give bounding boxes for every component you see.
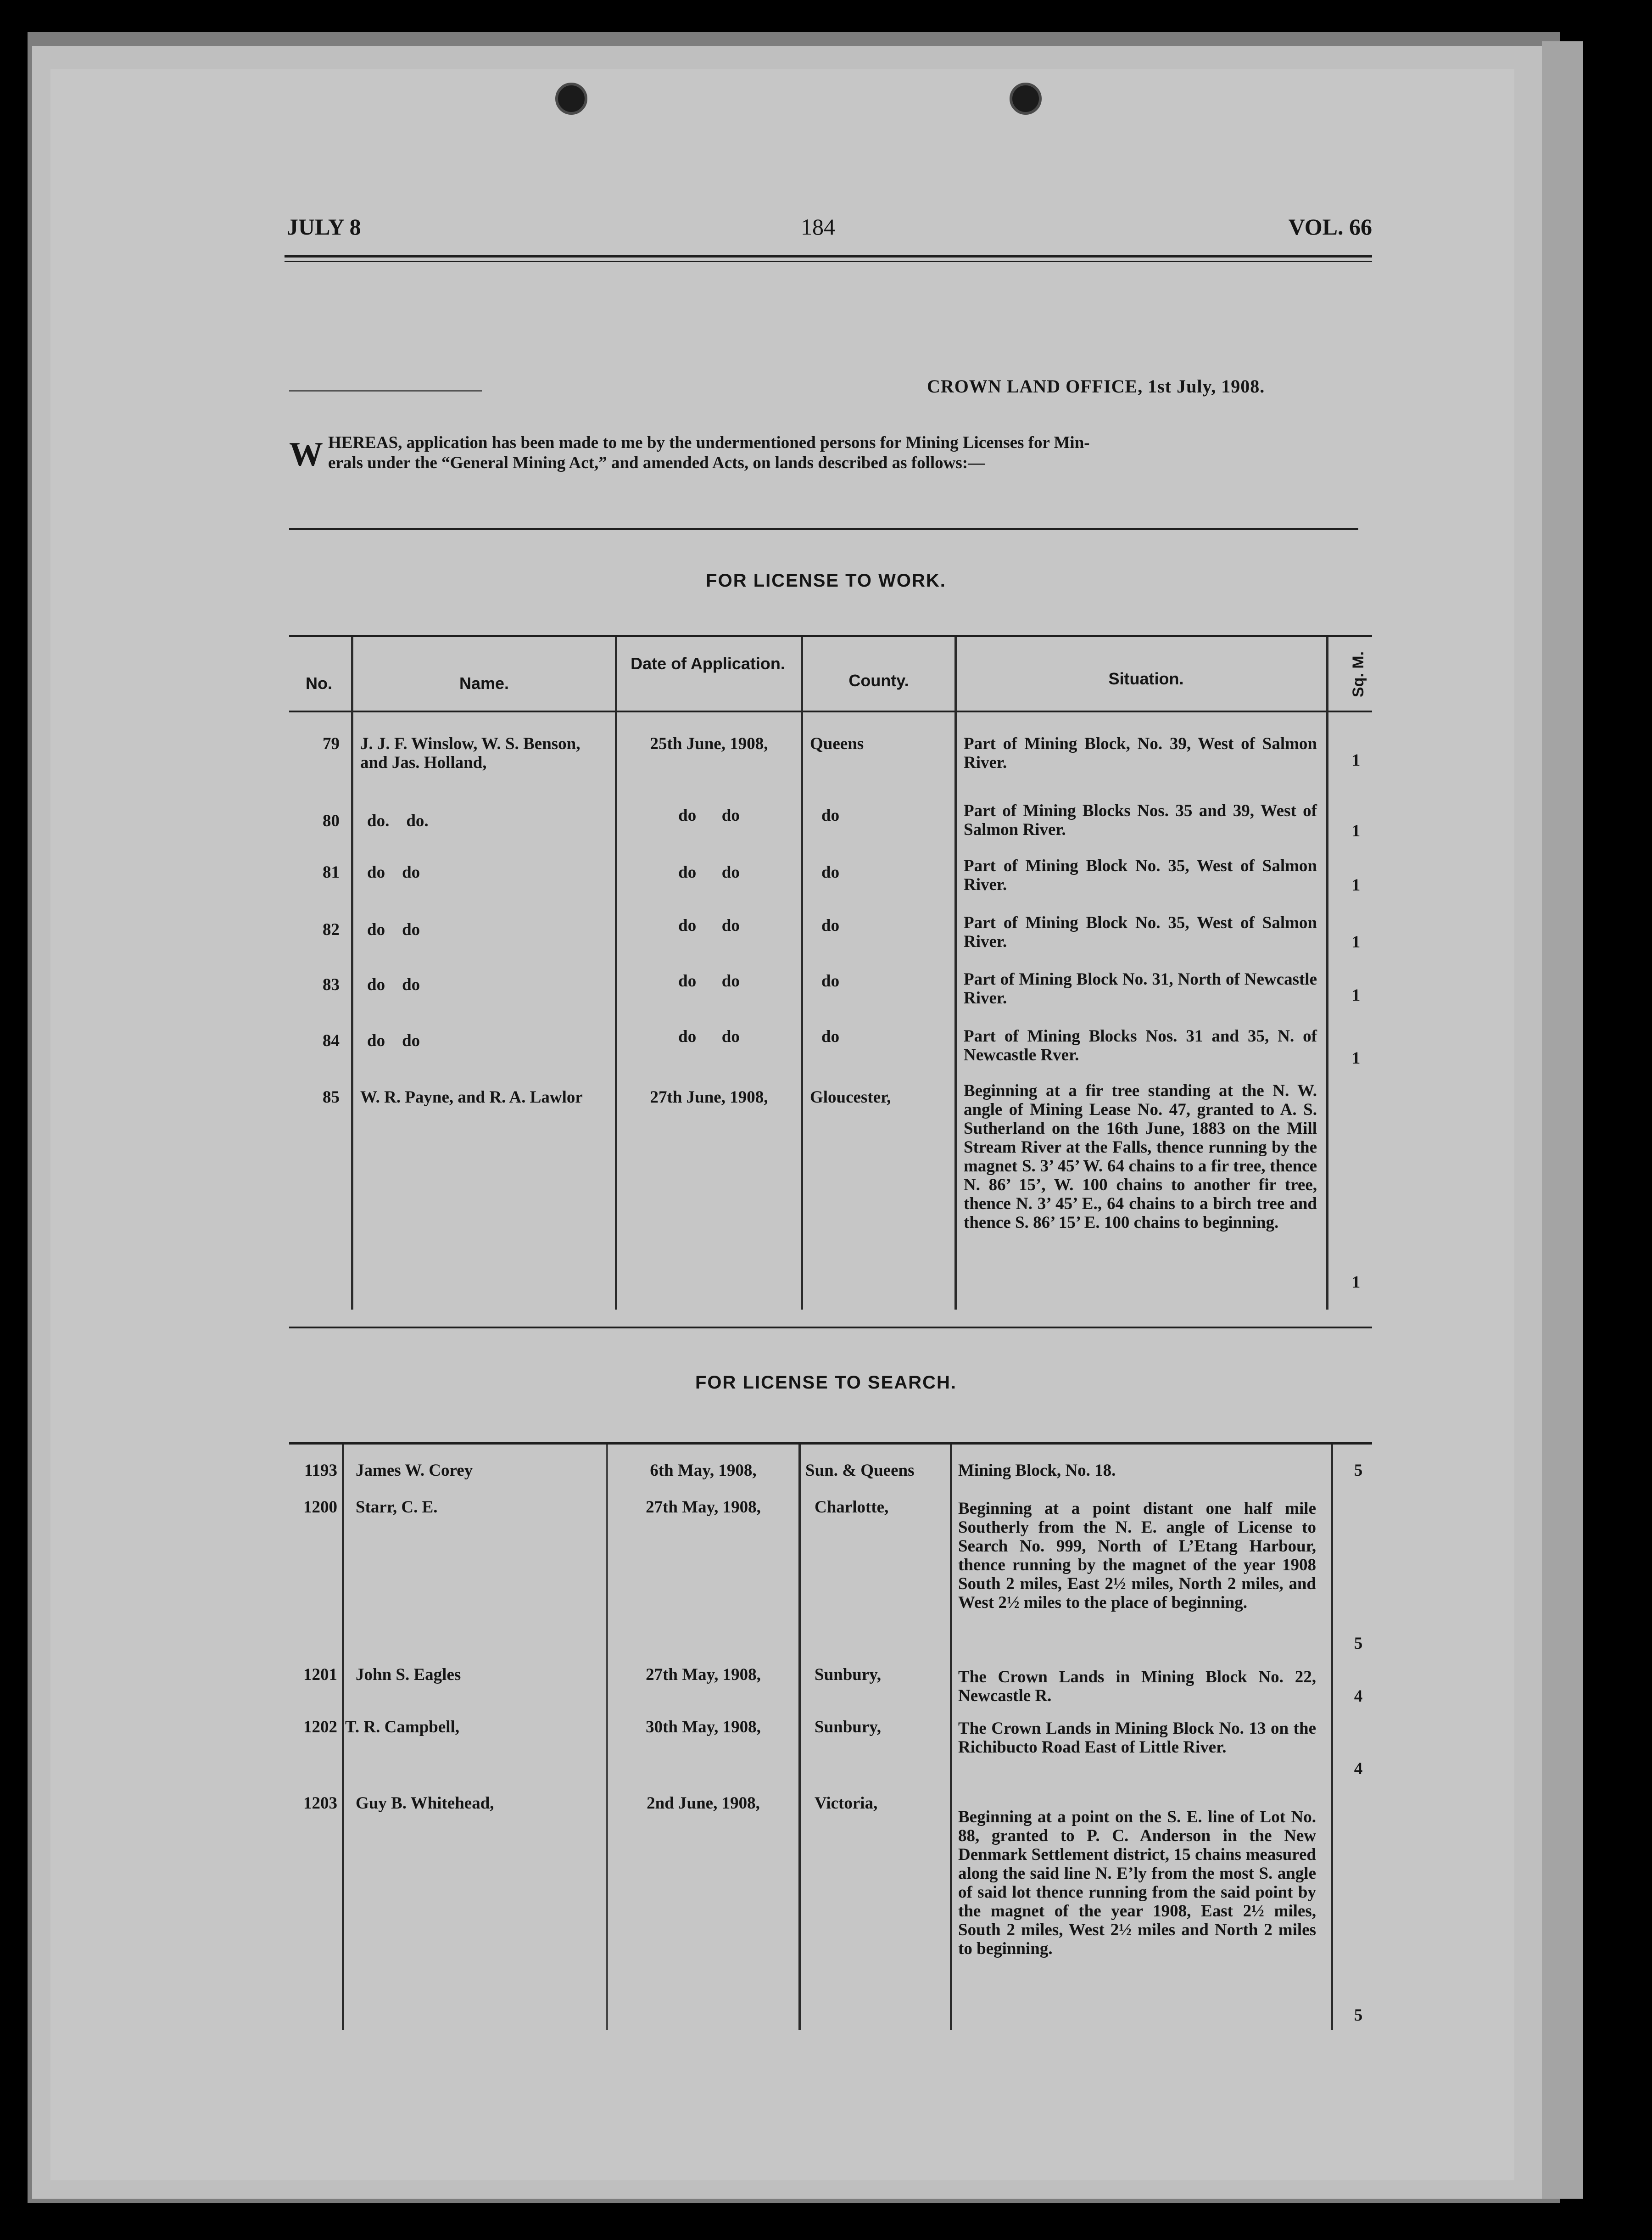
binding-hole-right xyxy=(1010,83,1042,115)
search-1202-name: T. R. Campbell, xyxy=(345,1718,460,1736)
search-1203-situation: Beginning at a point on the S. E. line of Lot No. 88, granted to P. C. Anderson in the New Denmark Settlement district, 15 chains measured along the said line N. E’ly from the most S. angle of said lot thence running from the said point by the magnet of the year 1908, East 2½ miles, South 2 miles, West 2½ miles and North 2 miles to beginning. xyxy=(958,1808,1316,1958)
search-1200-name: Starr, C. E. xyxy=(356,1498,438,1517)
col-header-sqm: Sq. M. xyxy=(1350,651,1367,698)
work-80-situation: Part of Mining Blocks Nos. 35 and 39, West of Salmon River. xyxy=(964,801,1317,839)
notice-intro-line2: erals under the “General Mining Act,” and amended Acts, on lands described as follows:— xyxy=(328,454,985,472)
work-col-rule-2 xyxy=(615,637,617,1310)
search-col-rule-4 xyxy=(950,1445,952,2030)
work-80-name: do. do. xyxy=(367,812,429,830)
search-1193-sqm: 5 xyxy=(1354,1461,1363,1480)
search-1203-name: Guy B. Whitehead, xyxy=(356,1794,494,1813)
work-85-sqm: 1 xyxy=(1351,1273,1361,1292)
work-83-date: do do xyxy=(678,972,740,991)
search-1200-sqm: 5 xyxy=(1354,1634,1363,1653)
work-79-sqm: 1 xyxy=(1351,751,1361,770)
work-col-rule-4 xyxy=(954,637,957,1310)
search-section-title: FOR LICENSE TO SEARCH. xyxy=(695,1372,957,1393)
work-84-no: 84 xyxy=(323,1031,340,1050)
work-85-name: W. R. Payne, and R. A. Lawlor xyxy=(360,1088,583,1107)
search-1203-county: Victoria, xyxy=(815,1794,878,1813)
drop-cap: W xyxy=(289,436,323,473)
work-79-date: 25th June, 1908, xyxy=(650,734,768,753)
work-82-no: 82 xyxy=(323,920,340,939)
work-81-situation: Part of Mining Block No. 35, West of Salmon River. xyxy=(964,857,1317,894)
header-volume: VOL. 66 xyxy=(1288,214,1372,240)
table-header-rule-bottom xyxy=(289,711,1372,712)
work-79-no: 79 xyxy=(323,734,340,753)
search-1193-situation: Mining Block, No. 18. xyxy=(958,1461,1116,1480)
search-1200-situation: Beginning at a point distant one half mile Southerly from the N. E. angle of License to Search No. 999, North of L’Etang Harbour, thence running by the magnet of the year 1908 South 2 miles, East 2½ miles, North 2 miles, and West 2½ miles to the place of beginning. xyxy=(958,1499,1316,1612)
work-84-name: do do xyxy=(367,1031,420,1050)
work-82-date: do do xyxy=(678,916,740,935)
work-83-situation: Part of Mining Block No. 31, North of Newcastle River. xyxy=(964,970,1317,1008)
search-1202-sqm: 4 xyxy=(1354,1759,1363,1778)
search-1200-date: 27th May, 1908, xyxy=(646,1498,761,1517)
work-81-sqm: 1 xyxy=(1351,876,1361,895)
work-section-title: FOR LICENSE TO WORK. xyxy=(706,571,946,591)
search-1203-sqm: 5 xyxy=(1354,2006,1363,2025)
work-80-county: do xyxy=(821,806,840,825)
work-80-date: do do xyxy=(678,806,740,825)
work-85-county: Gloucester, xyxy=(810,1088,891,1107)
work-80-sqm: 1 xyxy=(1351,822,1361,840)
col-header-date: Date of Application. xyxy=(631,654,785,673)
search-1202-date: 30th May, 1908, xyxy=(646,1718,761,1736)
search-1193-date: 6th May, 1908, xyxy=(650,1461,757,1480)
work-84-county: do xyxy=(821,1027,840,1046)
work-84-sqm: 1 xyxy=(1351,1049,1361,1068)
work-82-sqm: 1 xyxy=(1351,933,1361,952)
work-79-situation: Part of Mining Block, No. 39, West of Salmon River. xyxy=(964,734,1317,772)
search-1193-no: 1193 xyxy=(304,1461,337,1480)
work-81-county: do xyxy=(821,863,840,882)
search-1201-name: John S. Eagles xyxy=(356,1665,461,1684)
work-col-rule-5 xyxy=(1326,637,1328,1310)
search-1203-date: 2nd June, 1908, xyxy=(647,1794,760,1813)
work-col-rule-1 xyxy=(351,637,353,1310)
work-table-bottom-rule xyxy=(289,1327,1372,1328)
work-83-no: 83 xyxy=(323,975,340,994)
search-col-rule-2 xyxy=(606,1445,608,2030)
search-col-rule-5 xyxy=(1331,1445,1333,2030)
work-82-situation: Part of Mining Block No. 35, West of Salmon River. xyxy=(964,913,1317,951)
search-1202-county: Sunbury, xyxy=(815,1718,882,1736)
office-line: CROWN LAND OFFICE, 1st July, 1908. xyxy=(927,376,1265,397)
search-1201-no: 1201 xyxy=(303,1665,337,1684)
search-1202-no: 1202 xyxy=(303,1718,337,1736)
work-85-date: 27th June, 1908, xyxy=(650,1088,768,1107)
work-83-name: do do xyxy=(367,975,420,994)
binding-hole-left xyxy=(555,83,587,115)
search-1200-no: 1200 xyxy=(303,1498,337,1517)
search-col-rule-1 xyxy=(342,1445,344,2030)
work-83-county: do xyxy=(821,972,840,991)
work-85-situation: Beginning at a fir tree standing at the N. W. angle of Mining Lease No. 47, granted to A. S. Sutherland on the 16th June, 1883 on the Mill Stream River at the Falls, thence running by the magnet S. 3’ 45’ W. 64 chains to a fir tree, thence N. 86’ 15’, W. 100 chains to another fir tree, thence N. 3’ 45’ E., 64 chains to a birch tree and thence S. 86’ 15’ E. 100 chains to beginning. xyxy=(964,1081,1317,1232)
work-85-no: 85 xyxy=(323,1088,340,1107)
table-header-rule-top xyxy=(289,635,1372,637)
search-1203-no: 1203 xyxy=(303,1794,337,1813)
col-header-no: No. xyxy=(306,674,332,693)
work-82-county: do xyxy=(821,916,840,935)
search-1201-sqm: 4 xyxy=(1354,1687,1363,1706)
header-page-number: 184 xyxy=(801,214,835,240)
col-header-county: County. xyxy=(848,671,909,690)
col-header-situation: Situation. xyxy=(1108,669,1184,688)
work-81-name: do do xyxy=(367,863,420,882)
search-col-rule-3 xyxy=(798,1445,801,2030)
search-1201-date: 27th May, 1908, xyxy=(646,1665,761,1684)
work-79-county: Queens xyxy=(810,734,864,753)
work-84-situation: Part of Mining Blocks Nos. 31 and 35, N. of Newcastle Rver. xyxy=(964,1027,1317,1064)
search-1202-situation: The Crown Lands in Mining Block No. 13 on the Richibucto Road East of Little River. xyxy=(958,1719,1316,1757)
header-rule-top xyxy=(285,255,1372,258)
header-date: JULY 8 xyxy=(287,214,361,240)
work-col-rule-3 xyxy=(801,637,803,1310)
work-80-no: 80 xyxy=(323,812,340,830)
search-1200-county: Charlotte, xyxy=(815,1498,889,1517)
search-1193-name: James W. Corey xyxy=(356,1461,473,1480)
work-83-sqm: 1 xyxy=(1351,986,1361,1005)
notice-rule xyxy=(289,528,1358,530)
work-79-name: J. J. F. Winslow, W. S. Benson, and Jas. Holland, xyxy=(360,734,580,772)
search-1193-county: Sun. & Queens xyxy=(805,1461,915,1480)
work-82-name: do do xyxy=(367,920,420,939)
search-table-top-rule xyxy=(289,1442,1372,1445)
work-81-date: do do xyxy=(678,863,740,882)
work-84-date: do do xyxy=(678,1027,740,1046)
notice-dash-rule xyxy=(289,390,482,392)
work-81-no: 81 xyxy=(323,863,340,882)
search-1201-situation: The Crown Lands in Mining Block No. 22, Newcastle R. xyxy=(958,1668,1316,1705)
header-rule-bottom xyxy=(285,261,1372,262)
search-1201-county: Sunbury, xyxy=(815,1665,882,1684)
notice-intro-line1: HEREAS, application has been made to me by the undermentioned persons for Mining Licenses for Min- xyxy=(328,433,1090,452)
col-header-name: Name. xyxy=(459,674,509,693)
page-stack-edge xyxy=(1542,41,1583,2199)
